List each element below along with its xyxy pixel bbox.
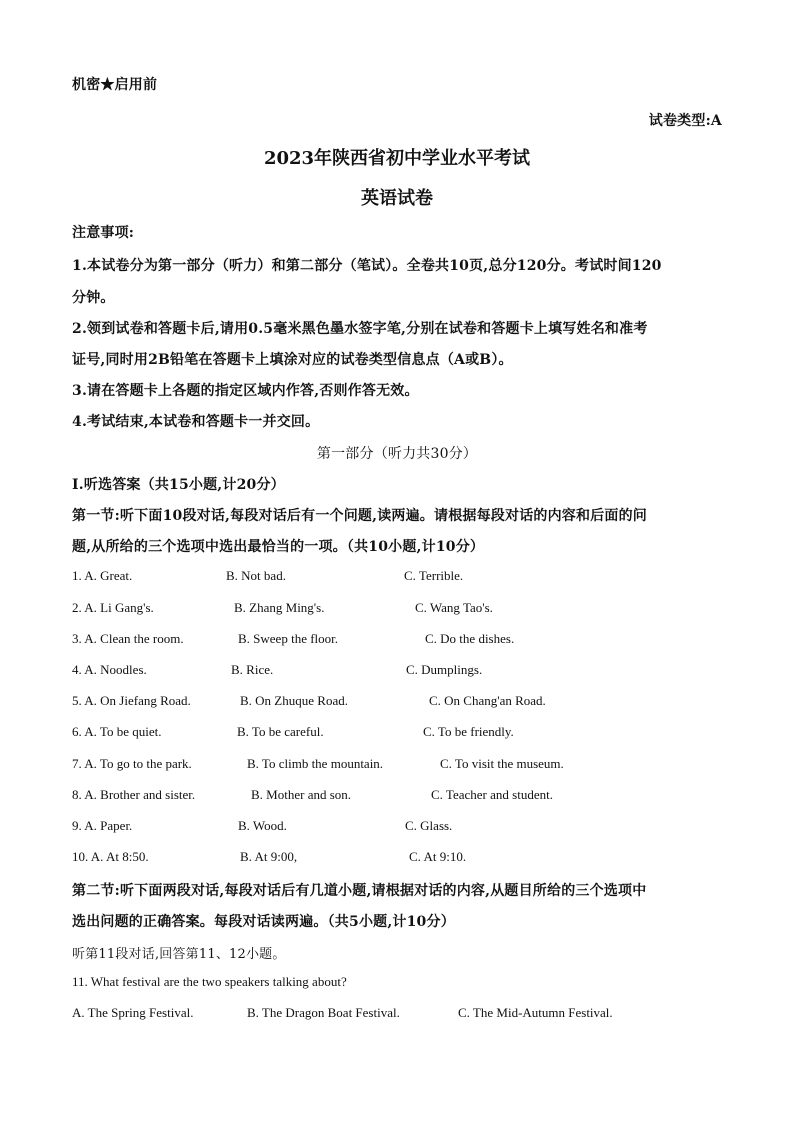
section1-instruction-line-2: 题,从所给的三个选项中选出最恰当的一项。（共10小题,计10分） [72, 539, 485, 555]
q10-option-b: B. At 9:00, [240, 849, 298, 864]
paper-type-label: 试卷类型:A [648, 113, 722, 129]
q4-option-b: B. Rice. [231, 662, 274, 677]
q5-option-a: 5. A. On Jiefang Road. [72, 693, 191, 708]
section2-instruction-line-1: 第二节:听下面两段对话,每段对话后有几道小题,请根据对话的内容,从题目所给的三个选项中 [72, 883, 647, 899]
q1-option-b: B. Not bad. [226, 568, 286, 583]
note-1-line-2: 分钟。 [72, 290, 115, 306]
note-2-line-1: 2.领到试卷和答题卡后,请用0.5毫米黑色墨水签字笔,分别在试卷和答题卡上填写姓名和准考 [72, 321, 648, 337]
note-1-line-1: 1.本试卷分为第一部分（听力）和第二部分（笔试）。全卷共10页,总分120分。考试时间120 [72, 258, 662, 274]
q1-option-c: C. Terrible. [404, 568, 464, 583]
q11-option-a: A. The Spring Festival. [72, 1005, 194, 1020]
exam-title: 2023年陕西省初中学业水平考试 [263, 148, 531, 169]
q9-option-a: 9. A. Paper. [72, 818, 133, 833]
q7-option-b: B. To climb the mountain. [247, 756, 384, 771]
dialogue-11-instruction: 听第11段对话,回答第11、12小题。 [72, 947, 286, 962]
q3-option-c: C. Do the dishes. [425, 631, 515, 646]
q10-option-a: 10. A. At 8:50. [72, 849, 149, 864]
note-4: 4.考试结束,本试卷和答题卡一并交回。 [72, 414, 320, 430]
q10-option-c: C. At 9:10. [409, 849, 467, 864]
q1-option-a: 1. A. Great. [72, 568, 133, 583]
part1-heading: 第一部分（听力共30分） [316, 446, 478, 462]
q6-option-a: 6. A. To be quiet. [72, 724, 162, 739]
q8-option-b: B. Mother and son. [251, 787, 352, 802]
notes-heading: 注意事项: [72, 225, 135, 241]
confidential-label: 机密★启用前 [72, 77, 158, 93]
q9-option-c: C. Glass. [405, 818, 453, 833]
section1-instruction-line-1: 第一节:听下面10段对话,每段对话后有一个问题,读两遍。请根据每段对话的内容和后面的问 [72, 508, 647, 524]
q2-option-c: C. Wang Tao's. [415, 600, 493, 615]
q6-option-b: B. To be careful. [237, 724, 324, 739]
q4-option-a: 4. A. Noodles. [72, 662, 147, 677]
q2-option-a: 2. A. Li Gang's. [72, 600, 154, 615]
q7-option-c: C. To visit the museum. [440, 756, 564, 771]
q11-option-c: C. The Mid-Autumn Festival. [458, 1005, 613, 1020]
note-3: 3.请在答题卡上各题的指定区域内作答,否则作答无效。 [72, 383, 419, 399]
q5-option-b: B. On Zhuque Road. [240, 693, 348, 708]
note-2-line-2: 证号,同时用2B铅笔在答题卡上填涂对应的试卷类型信息点（A或B）。 [72, 352, 513, 368]
q4-option-c: C. Dumplings. [406, 662, 483, 677]
q8-option-c: C. Teacher and student. [431, 787, 553, 802]
q3-option-a: 3. A. Clean the room. [72, 631, 184, 646]
section2-instruction-line-2: 选出问题的正确答案。每段对话读两遍。（共5小题,计10分） [72, 914, 455, 930]
q9-option-b: B. Wood. [238, 818, 287, 833]
q3-option-b: B. Sweep the floor. [238, 631, 339, 646]
q11-stem: 11. What festival are the two speakers talking about? [72, 974, 347, 989]
section-i-heading: I.听选答案（共15小题,计20分） [72, 477, 285, 493]
q11-option-b: B. The Dragon Boat Festival. [247, 1005, 400, 1020]
q6-option-c: C. To be friendly. [423, 724, 514, 739]
q5-option-c: C. On Chang'an Road. [429, 693, 546, 708]
q2-option-b: B. Zhang Ming's. [234, 600, 325, 615]
q7-option-a: 7. A. To go to the park. [72, 756, 192, 771]
exam-subtitle: 英语试卷 [361, 188, 433, 209]
q8-option-a: 8. A. Brother and sister. [72, 787, 196, 802]
